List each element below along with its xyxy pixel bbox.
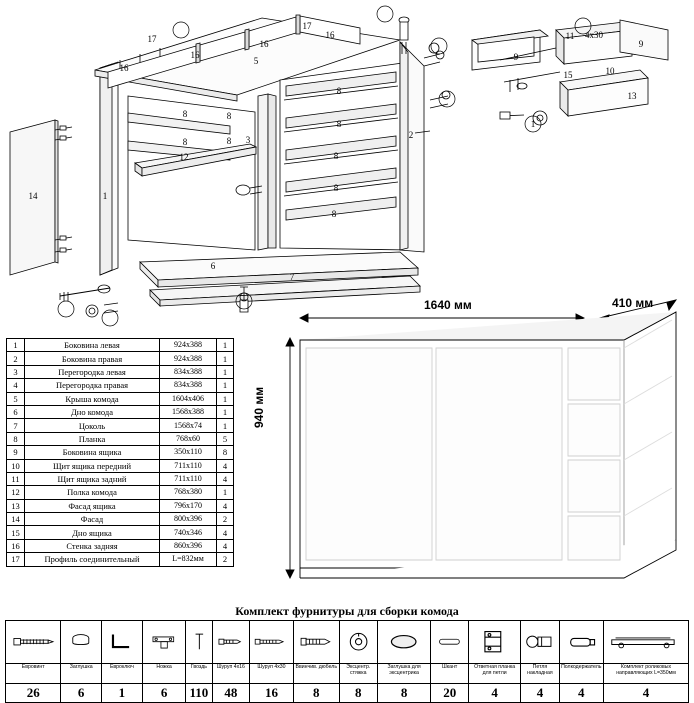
part-qty: 1 [217,405,234,418]
part-qty: 8 [217,446,234,459]
callout-8-15: 8 [331,209,337,219]
callout-16-1: 16 [190,50,200,60]
callout-17-4: 17 [302,21,312,31]
part-name: Дно ящика [25,526,160,539]
fitting-label: Полкодержатель [561,664,602,670]
callout-5-6: 5 [253,56,259,66]
screw-4x16-icon [213,621,250,663]
part-dimension: 834х388 [160,379,217,392]
part-number: 17 [7,553,25,566]
part-qty: 4 [217,472,234,485]
part-name: Фасад ящика [25,499,160,512]
fitting-label: Евровинт [21,664,45,670]
fitting-label: Петля накладная [527,664,553,676]
allen-key-icon [102,621,142,663]
callout-3-16: 3 [245,135,251,145]
part-number: 11 [7,472,25,485]
part-dimension: 924х388 [160,339,217,352]
callout-8-8: 8 [226,111,232,121]
confirmat-icon [294,621,339,663]
fittings-title: Комплект фурнитуры для сборки комода [235,604,459,618]
fitting-qty: 48 [224,685,238,700]
part-number: 13 [7,499,25,512]
nail-icon [186,621,211,663]
part-dimension: 350х110 [160,446,217,459]
part-qty: 2 [217,553,234,566]
leg-icon [143,621,186,663]
part-qty: 1 [217,392,234,405]
part-number: 14 [7,513,25,526]
part-number: 5 [7,392,25,405]
callout-9-24: 9 [638,39,644,49]
fitting-label: Шкант [442,664,458,670]
part-qty: 1 [217,352,234,365]
fitting-label: Ответная планка для петли [474,664,516,676]
part-qty: 1 [217,486,234,499]
part-number: 10 [7,459,25,472]
fitting-qty: 16 [264,685,278,700]
part-qty: 4 [217,499,234,512]
fitting-label: Эксцентр. стяжка [346,664,371,676]
callout-1-18: 1 [102,191,108,201]
callout-15-27: 15 [563,70,573,80]
part-name: Боковина левая [25,339,160,352]
callout-11-25: 11 [565,31,575,41]
fitting-label: Гвоздь [190,664,207,670]
callout-1-30: 1 [530,119,536,129]
part-dimension: 768х60 [160,432,217,445]
callout-10-28: 10 [605,66,615,76]
callout-9-23: 9 [513,52,519,62]
part-dimension: 711х110 [160,459,217,472]
cam-cover-icon [378,621,431,663]
fitting-label: Шуруп 4х16 [216,664,245,670]
part-name: Стенка задняя [25,539,160,552]
fitting-label: Заглушка [69,664,93,670]
callout-4x30-26: 4x30 [585,30,603,40]
part-number: 6 [7,405,25,418]
part-dimension: 924х388 [160,352,217,365]
part-qty: 1 [217,379,234,392]
fitting-label: Ножка [156,664,172,670]
fitting-qty: 6 [77,685,85,700]
fitting-qty: 4 [536,685,544,700]
part-name: Боковина правая [25,352,160,365]
part-dimension: 1604х406 [160,392,217,405]
part-qty: 2 [217,513,234,526]
part-name: Щит ящика задний [25,472,160,485]
part-number: 1 [7,339,25,352]
part-name: Профиль соединительный [25,553,160,566]
part-number: 2 [7,352,25,365]
part-number: 9 [7,446,25,459]
callout-16-2: 16 [119,63,129,73]
cam-lock-icon [340,621,377,663]
part-number: 7 [7,419,25,432]
part-dimension: 796х170 [160,499,217,512]
callout-14-20: 14 [28,191,38,201]
callout-8-13: 8 [333,151,339,161]
callout-12-19: 12 [179,152,189,162]
fitting-qty: 4 [578,685,585,700]
euro-screw-icon [6,621,60,663]
fitting-label: Шуруп 4х30 [257,664,286,670]
fitting-qty: 8 [355,685,362,700]
fitting-qty: 1 [118,685,126,700]
callout-8-11: 8 [336,86,342,96]
part-number: 8 [7,432,25,445]
part-name: Фасад [25,513,160,526]
screw-4x30-icon [250,621,293,663]
fitting-label: Заглушка для эксцентрика [387,664,421,676]
part-qty: 1 [217,339,234,352]
hinge-plate-icon [469,621,520,663]
fittings-table [5,620,689,703]
part-dimension: L=832мм [160,553,217,566]
part-number: 12 [7,486,25,499]
fitting-qty: 20 [443,685,457,700]
callout-16-3: 16 [259,39,269,49]
fitting-qty: 6 [160,685,168,700]
chest-body [300,312,676,578]
part-qty: 1 [217,365,234,378]
fitting-qty: 4 [491,685,498,700]
part-dimension: 860х396 [160,539,217,552]
callout-8-10: 8 [226,136,232,146]
part-name: Щит ящика передний [25,459,160,472]
callout-6-21: 6 [210,261,216,271]
part-number: 15 [7,526,25,539]
part-dimension: 1568х74 [160,419,217,432]
callout-8-12: 8 [336,119,342,129]
part-dimension: 740х346 [160,526,217,539]
part-name: Планка [25,432,160,445]
part-qty: 4 [217,539,234,552]
part-qty: 5 [217,432,234,445]
callout-8-14: 8 [333,183,339,193]
part-name: Дно комода [25,405,160,418]
dimension-width: 1640 мм [424,298,472,312]
fitting-qty: 8 [313,685,320,700]
hinge-icon [521,621,558,663]
part-number: 3 [7,365,25,378]
part-name: Перегородка правая [25,379,160,392]
callout-17-0: 17 [147,34,157,44]
fitting-label: Комплект роликовых направляющих L=350мм [616,664,676,676]
callout-13-29: 13 [627,91,637,101]
part-number: 16 [7,539,25,552]
callout-8-9: 8 [182,137,188,147]
part-qty: 1 [217,419,234,432]
callout-2-17: 2 [408,130,414,140]
part-name: Боковина ящика [25,446,160,459]
part-name: Полка комода [25,486,160,499]
dowel-icon [431,621,468,663]
drawer-slide-icon [604,621,688,663]
part-dimension: 768х380 [160,486,217,499]
part-name: Крыша комода [25,392,160,405]
part-name: Перегородка левая [25,365,160,378]
fitting-qty: 110 [189,685,209,700]
callout-7-22: 7 [289,272,295,282]
part-qty: 4 [217,459,234,472]
callout-16-5: 16 [325,30,335,40]
fitting-label: Ввинчив. дюбель [295,664,338,670]
part-dimension: 834х388 [160,365,217,378]
part-dimension: 711х110 [160,472,217,485]
part-qty: 4 [217,526,234,539]
fitting-qty: 26 [26,685,40,700]
part-number: 4 [7,379,25,392]
callout-8-7: 8 [182,109,188,119]
part-name: Цоколь [25,419,160,432]
fitting-label: Евроключ [109,664,134,670]
part-dimension: 1568х388 [160,405,217,418]
cap-icon [61,621,101,663]
dimension-height: 940 мм [252,386,266,428]
part-dimension: 800х396 [160,513,217,526]
shelf-holder-icon [560,621,603,663]
fitting-qty: 4 [642,685,650,700]
dimension-depth: 410 мм [612,296,654,310]
fitting-qty: 8 [400,685,408,700]
